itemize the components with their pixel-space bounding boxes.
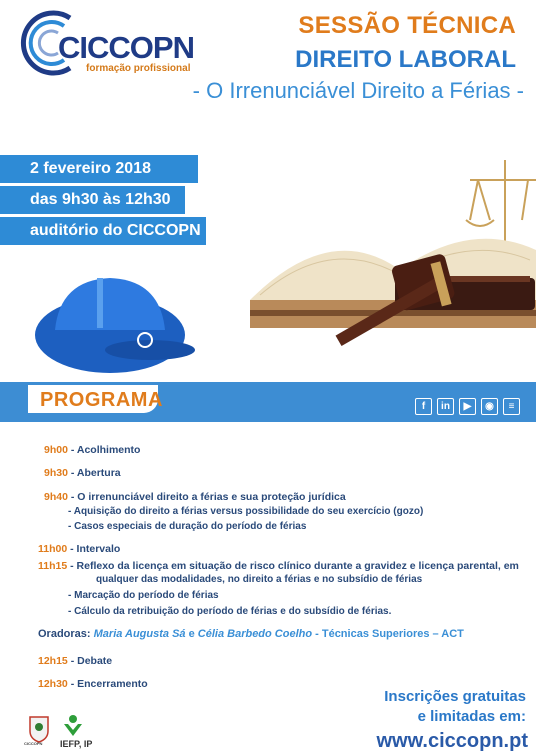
- event-time-badge: das 9h30 às 12h30: [0, 186, 185, 214]
- logo-text: CICCOPN: [58, 30, 194, 65]
- event-date-badge: 2 fevereiro 2018: [0, 155, 198, 183]
- ciccopn-logo: [18, 6, 194, 80]
- registration-line-2: e limitadas em:: [417, 708, 526, 725]
- schedule-subitem: - Marcação do período de férias: [68, 590, 219, 601]
- iefp-logo-icon: [62, 714, 84, 738]
- news-icon[interactable]: ≡: [503, 398, 520, 415]
- schedule-subitem: - Aquisição do direito a férias versus possibilidade do seu exercício (gozo): [68, 506, 424, 517]
- social-links: [415, 398, 520, 415]
- youtube-icon[interactable]: ▶: [459, 398, 476, 415]
- partner2-caption: IEFP, IP: [60, 739, 93, 749]
- logo-subtitle: formação profissional: [86, 63, 191, 74]
- partner1-caption: CICCOPN: [24, 741, 43, 746]
- linkedin-icon[interactable]: in: [437, 398, 454, 415]
- website-link[interactable]: www.ciccopn.pt: [376, 730, 528, 752]
- ciccopn-crest-icon: [28, 715, 50, 743]
- schedule-item: 11h00 - Intervalo: [38, 543, 121, 555]
- schedule-item: 11h15 - Reflexo da licença em situação de risco clínico durante a gravidez e licença parental, em: [38, 560, 519, 572]
- programa-heading: PROGRAMA: [40, 389, 163, 411]
- schedule-subitem: - Cálculo da retribuição do período de férias e do subsídio de férias.: [68, 606, 392, 617]
- hard-hat-icon: [35, 278, 195, 373]
- event-place-badge: auditório do CICCOPN: [0, 217, 206, 245]
- schedule-item: 12h30 - Encerramento: [38, 678, 148, 690]
- session-type-title: SESSÃO TÉCNICA: [298, 12, 516, 39]
- schedule-subitem: qualquer das modalidades, no direito a férias e no subsídio de férias: [96, 574, 423, 585]
- registration-line-1: Inscrições gratuitas: [384, 688, 526, 705]
- schedule-item: 9h00 - Acolhimento: [44, 444, 141, 456]
- facebook-icon[interactable]: f: [415, 398, 432, 415]
- instagram-icon[interactable]: ◉: [481, 398, 498, 415]
- schedule-subitem: - Casos especiais de duração do período de férias: [68, 521, 307, 532]
- session-subtitle: - O Irrenunciável Direito a Férias -: [192, 78, 524, 103]
- schedule-item: 12h15 - Debate: [38, 655, 113, 667]
- schedule-item: 9h40 - O irrenunciável direito a férias e sua proteção jurídica: [44, 491, 346, 503]
- schedule-item: 9h30 - Abertura: [44, 467, 121, 479]
- topic-title: DIREITO LABORAL: [295, 46, 516, 73]
- speakers-line: Oradoras: Maria Augusta Sá e Célia Barbedo Coelho - Técnicas Superiores – ACT: [38, 628, 464, 640]
